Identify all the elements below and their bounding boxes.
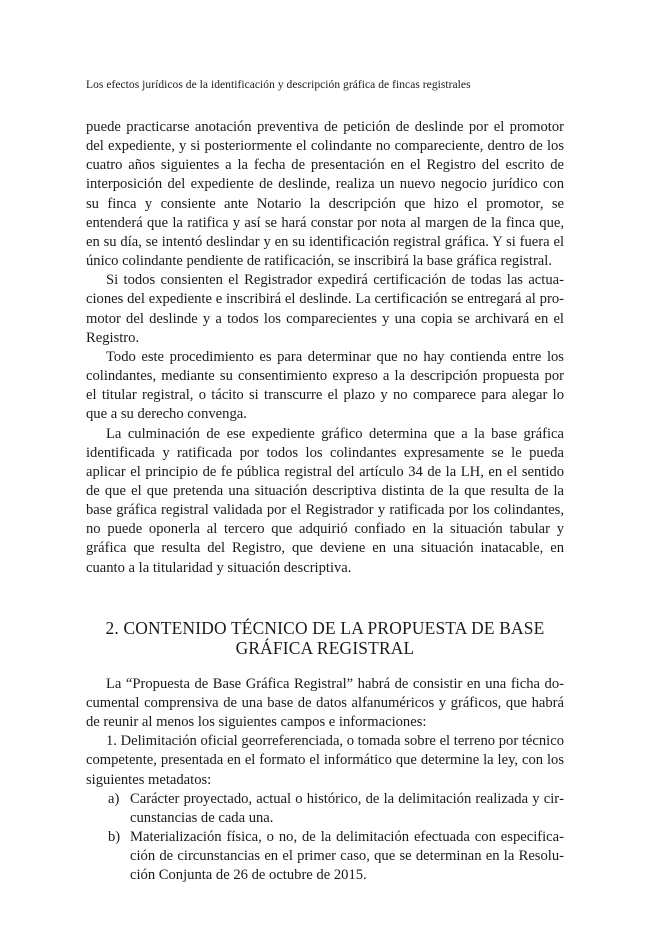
section-heading (86, 618, 564, 659)
list-item (86, 790, 564, 828)
section-heading-line-1: 2. CONTENIDO TÉCNICO DE LA PROPUESTA DE BASE (105, 617, 545, 638)
paragraph-continuation: puede practicarse anotación preventiva de petición de deslinde por el promotor del expediente, y si posteriormente el colindante no compareciente, dentro de los cuatro años siguientes a la fecha de presentación en el Registro del escrito de interposición del expediente de deslinde, realiza un nuevo negocio jurídico con su finca y consiente ante Notario la descripción que hizo el promotor, se entenderá que la ratifica y así se hará constar por nota al margen de la finca que, en su día, se intentó deslindar y en su identificación registral gráfica. Y si fuera el único colindante pendiente de ratificación, se inscribirá la base gráfica registral. (86, 119, 564, 270)
list-item-marker: b) (108, 829, 121, 845)
paragraph-culmination: La culminación de ese expediente gráfico determina que a la base gráfica identificada y ratificada por todos los colindantes expresamente se le pueda aplicar el principio de fe pública registral del artículo 34 de la LH, en el sentido de que el que pretenda una situación descriptiva distinta de la que resulta de la base gráfica registral validada por el Registrador y ratificada por los colindantes, no puede oponerla al tercero que adquirió confiado en la situación tabular y gráfica que resulta del Registro, que deviene en una situación inatacable, en cuanto a la titularidad y situación descriptiva. (86, 425, 564, 576)
list-item (86, 828, 564, 885)
running-head: Los efectos jurídicos de la identificación y descripción gráfica de fincas registrales (86, 79, 471, 91)
numbered-item-1: 1. Delimitación oficial georreferenciada, o tomada sobre el terreno por técnico competente, presentada en el formato el informático que determine la ley, con los siguientes metadatos: (86, 733, 564, 788)
page-body (86, 118, 564, 885)
section-intro-paragraph: La “Propuesta de Base Gráfica Registral” habrá de consistir en una ficha documental comprensiva de una base de datos alfanuméricos y gráficos, que habrá de reunir al menos los siguientes campos e informaciones: (86, 675, 564, 731)
list-item-text: Materialización física, o no, de la delimitación efectuada con especificación de circunstancias en el primer caso, que se determinan en la Resolución Conjunta de 26 de octubre de 2015. (130, 829, 564, 884)
section-heading-line-2: GRÁFICA REGISTRAL (235, 638, 415, 659)
list-item-marker: a) (108, 790, 120, 807)
paragraph-procedure: Todo este procedimiento es para determinar que no hay contienda entre los colindantes, mediante su consentimiento expreso a la descripción propuesta por el titular registral, o tácito si transcurre el plazo y no comparece para alegar lo que a su derecho convenga. (86, 348, 564, 423)
sub-item-list (86, 790, 564, 886)
list-item-text: Carácter proyectado, actual o histórico, de la delimitación realizada y circunstancias de cada una. (130, 790, 564, 826)
paragraph-certification: Si todos consienten el Registrador expedirá certificación de todas las actuaciones del expediente e inscribirá el deslinde. La certificación se entregará al promotor del deslinde y a todos los comparecientes y una copia se archivará en el Registro. (86, 272, 564, 346)
